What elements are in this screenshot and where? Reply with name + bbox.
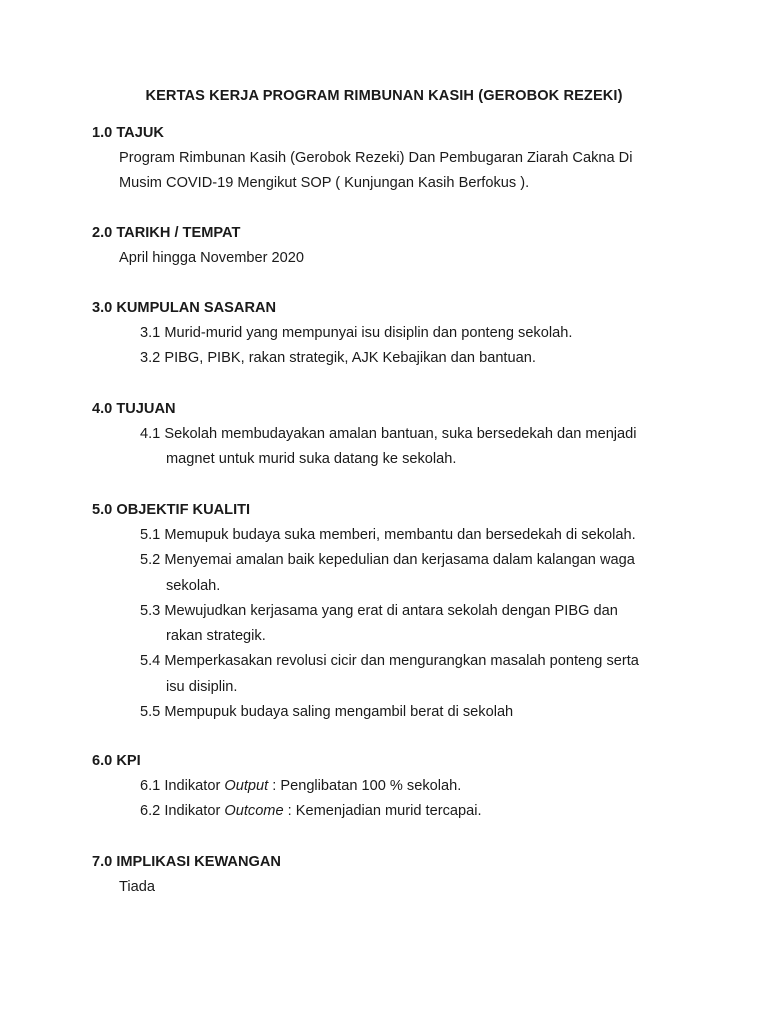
list-item-text [140, 799, 692, 824]
list-item [92, 321, 692, 346]
list-item-text: 4.1 Sekolah membudayakan amalan bantuan, suka bersedekah dan menjadi [140, 426, 637, 442]
section-heading: 3.0 KUMPULAN SASARAN [92, 300, 277, 316]
list-item [92, 346, 692, 371]
section-kumpulan-sasaran [92, 296, 692, 372]
list-item-text: 5.5 Mempupuk budaya saling mengambil berat di sekolah [140, 704, 514, 721]
kpi-term: Output [224, 778, 269, 794]
list-item [92, 548, 692, 599]
kpi-term: Outcome [224, 803, 284, 820]
body-text-line: Musim COVID-19 Mengikut SOP ( Kunjungan Kasih Berfokus ). [119, 175, 530, 192]
list-item-text: 5.2 Menyemai amalan baik kepedulian dan kerjasama dalam kalangan waga [140, 552, 635, 569]
list-item-text-continued: sekolah. [166, 577, 221, 594]
section-heading: 6.0 KPI [92, 753, 141, 769]
kpi-suffix: : Kemenjadian murid tercapai. [283, 803, 482, 820]
section-tajuk [92, 121, 692, 197]
list-item [92, 599, 692, 650]
document-title: KERTAS KERJA PROGRAM RIMBUNAN KASIH (GEROBOK REZEKI) [145, 88, 623, 104]
list-item-text: 5.3 Mewujudkan kerjasama yang erat di antara sekolah dengan PIBG dan [140, 602, 618, 619]
body-text-line: Tiada [119, 879, 155, 895]
section-tarikh-tempat [92, 221, 692, 271]
list-item-text: 3.2 PIBG, PIBK, rakan strategik, AJK Kebajikan dan bantuan. [140, 350, 536, 367]
section-kpi [92, 749, 692, 825]
section-heading: 1.0 TAJUK [92, 125, 164, 141]
kpi-suffix: : Penglibatan 100 % sekolah. [268, 778, 462, 794]
list-item [92, 700, 692, 725]
kpi-prefix: 6.2 Indikator [140, 803, 225, 820]
list-item [92, 422, 692, 473]
section-implikasi-kewangan [92, 850, 692, 900]
section-objektif-kualiti [92, 498, 692, 725]
list-item [92, 774, 692, 799]
section-heading: 4.0 TUJUAN [92, 401, 176, 417]
section-heading: 2.0 TARIKH / TEMPAT [92, 225, 241, 241]
list-item-text [140, 774, 692, 799]
list-item [92, 799, 692, 824]
kpi-prefix: 6.1 Indikator [140, 778, 225, 794]
section-heading: 5.0 OBJEKTIF KUALITI [92, 502, 251, 518]
list-item-text: 5.4 Memperkasakan revolusi cicir dan mengurangkan masalah ponteng serta [140, 653, 639, 670]
list-item-text: 3.1 Murid-murid yang mempunyai isu disiplin dan ponteng sekolah. [140, 325, 573, 341]
body-text-line: Program Rimbunan Kasih (Gerobok Rezeki) Dan Pembugaran Ziarah Cakna Di [119, 150, 633, 166]
list-item-text-continued: isu disiplin. [166, 678, 238, 695]
list-item-text-continued: rakan strategik. [166, 628, 266, 645]
body-text-line: April hingga November 2020 [119, 250, 304, 266]
list-item [92, 523, 692, 548]
list-item [92, 649, 692, 700]
list-item-text: 5.1 Memupuk budaya suka memberi, membantu dan bersedekah di sekolah. [140, 527, 636, 543]
section-heading: 7.0 IMPLIKASI KEWANGAN [92, 854, 281, 870]
list-item-text-continued: magnet untuk murid suka datang ke sekolah. [166, 451, 457, 468]
section-tujuan [92, 397, 692, 473]
